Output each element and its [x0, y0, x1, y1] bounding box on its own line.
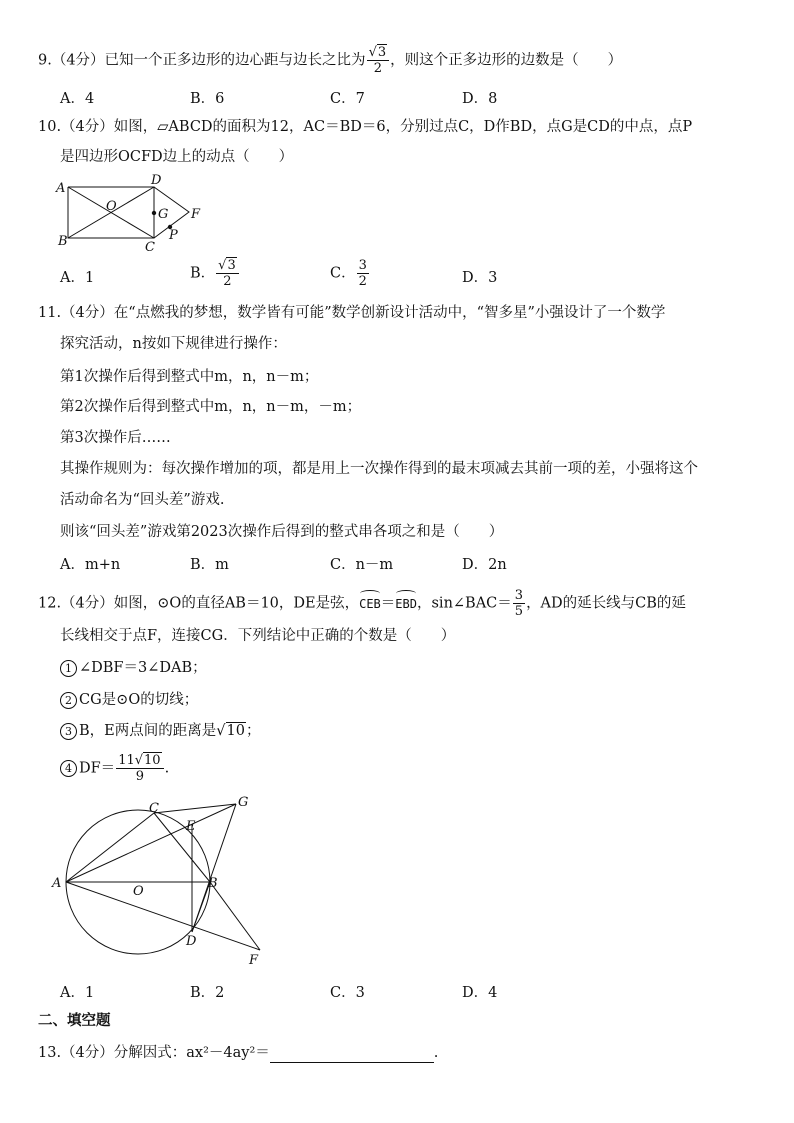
q12-statement-3-post: ；: [245, 723, 261, 739]
q9-frac-num: 3: [377, 45, 387, 60]
q10-option-a: A．1: [60, 270, 95, 286]
q10-option-c-den: 2: [358, 274, 367, 289]
q11-line6: 其操作规则为：每次操作增加的项，都是用上一次操作得到的最末项减去其前一项的差，小强将这个: [60, 461, 698, 477]
q11-line7: 活动命名为“回头差”游戏.: [60, 492, 225, 508]
q12-df-coef: 11: [118, 753, 135, 768]
q10-stem-line1: 10.（4分）如图，▱ABCD的面积为12，AC＝BD＝6，分别过点C，D作BD，点G是CD的中点，点P: [38, 119, 693, 135]
q10-label-b: B: [58, 234, 68, 249]
q13-stem: [38, 1043, 438, 1063]
q11-line1: 11.（4分）在“点燃我的梦想，数学皆有可能”数学创新设计活动中，“智多星”小强设计了一个数学: [38, 305, 666, 321]
q12-sin-fraction: [513, 588, 525, 619]
q10-option-b-den: 2: [223, 274, 232, 289]
q11-line8: 则该“回头差”游戏第2023次操作后得到的整式串各项之和是（ ）: [60, 524, 504, 540]
q12-arc-ceb: CEB: [359, 594, 381, 614]
q10-option-c-num: 3: [358, 258, 367, 273]
q12-label-e: E: [186, 819, 196, 834]
q12-option-c: C．3: [330, 985, 365, 1001]
q12-line1: [38, 588, 686, 619]
q9-stem: [38, 45, 622, 76]
q12-label-c: C: [149, 801, 159, 816]
q10-label-d: D: [151, 173, 162, 188]
q11-line5: 第3次操作后……: [60, 430, 171, 446]
q12-line2: 长线相交于点F，连接CG．下列结论中正确的个数是（ ）: [60, 628, 456, 644]
q9-option-c: C．7: [330, 91, 365, 107]
q12-line-cbf: [210, 882, 260, 950]
q10-option-c: [330, 258, 370, 289]
q12-option-b: B．2: [190, 985, 225, 1001]
section-heading-fill-blank: 二、填空题: [38, 1012, 111, 1029]
q12-df-radicand: 10: [144, 753, 161, 768]
q10-label-a: A: [56, 181, 66, 196]
q10-option-b-prefix: B．: [190, 265, 216, 282]
q12-line1-c: ，AD的延长线与CB的延: [526, 595, 686, 612]
q10-option-b: [190, 258, 240, 289]
q12-statement-3-pre: B，E两点间的距离是: [79, 723, 217, 739]
q9-stem-pre: 9.（4分）已知一个正多边形的边心距与边长之比为: [38, 52, 366, 69]
q13-stem-pre: 13.（4分）分解因式：ax²－4ay²＝: [38, 1045, 270, 1061]
q12-label-a: A: [52, 876, 62, 891]
q13-stem-post: .: [433, 1045, 439, 1061]
q10-label-f: F: [191, 207, 201, 222]
q12-arc-ebd: EBD: [395, 594, 417, 614]
q12-statement-3-radicand: 10: [226, 723, 245, 739]
q12-circled-3: 3: [60, 723, 77, 740]
q12-sin-den: 5: [514, 604, 524, 619]
q10-label-g: G: [158, 207, 169, 222]
q12-df-den: 9: [135, 769, 145, 784]
q12-circled-2: 2: [60, 692, 77, 709]
q12-label-g: G: [238, 795, 249, 810]
q12-df-fraction: $\frac{11√10}{9}$: [116, 753, 163, 784]
q10-option-c-prefix: C．: [330, 265, 356, 282]
q11-line3: 第1次操作后得到整式中m，n，n－m；: [60, 369, 319, 385]
q12-line1-b: ，sin∠BAC＝: [416, 595, 512, 612]
q10-option-b-num: 3: [227, 258, 236, 273]
q10-label-o: O: [106, 199, 117, 214]
q12-figure: [50, 792, 280, 970]
q12-statement-4-post: .: [164, 760, 170, 777]
q9-option-b: B．6: [190, 91, 225, 107]
q9-frac-den: 2: [373, 61, 382, 76]
q12-statement-2-text: CG是⊙O的切线；: [79, 692, 199, 708]
q12-statement-2: [60, 690, 198, 710]
q10-figure: [54, 172, 214, 254]
q12-label-d: D: [186, 934, 197, 949]
q11-option-b: B．m: [190, 557, 229, 573]
q13-answer-blank[interactable]: [270, 1047, 434, 1063]
q11-line4: 第2次操作后得到整式中m，n，n－m，－m；: [60, 399, 362, 415]
q12-label-b: B: [208, 876, 218, 891]
q10-label-p: P: [169, 228, 178, 243]
q12-statement-4-pre: DF＝: [79, 760, 116, 777]
q10-option-c-fraction: [357, 258, 369, 289]
q12-option-d: D．4: [462, 985, 498, 1001]
q11-option-c: C．n－m: [330, 557, 394, 573]
q12-label-o: O: [133, 884, 144, 899]
q10-point-g: [152, 211, 156, 215]
q12-circled-1: 1: [60, 660, 77, 677]
q10-option-b-fraction: $\frac{√3}{2}$: [216, 258, 239, 289]
q9-stem-post: ，则这个正多边形的边数是（ ）: [390, 52, 623, 69]
q12-sin-num: 3: [514, 588, 524, 603]
q10-option-d: D．3: [462, 270, 498, 286]
q12-segment-cg: [154, 804, 236, 813]
q12-option-a: A．1: [60, 985, 95, 1001]
q9-fraction: $\frac{√3}{2}$: [367, 45, 390, 76]
q12-statement-4: [60, 753, 169, 784]
q11-line2: 探究活动，n按如下规律进行操作：: [60, 336, 287, 352]
q12-statement-1-text: ∠DBF＝3∠DAB；: [79, 660, 207, 676]
q12-label-f: F: [249, 953, 259, 968]
q12-statement-3: 3 B，E两点间的距离是√10；: [60, 721, 260, 741]
q9-option-d: D．8: [462, 91, 498, 107]
q11-option-a: A．m+n: [60, 557, 121, 573]
q9-option-a: A．4: [60, 91, 95, 107]
q12-circled-4: 4: [60, 760, 77, 777]
q12-statement-1: [60, 658, 207, 678]
q12-line1-a: 12.（4分）如图，⊙O的直径AB＝10，DE是弦，: [38, 595, 360, 612]
q10-stem-line2: 是四边形OCFD边上的动点（ ）: [60, 149, 294, 165]
q10-label-c: C: [145, 240, 155, 254]
q11-option-d: D．2n: [462, 557, 507, 573]
q12-equals: ＝: [380, 595, 396, 612]
